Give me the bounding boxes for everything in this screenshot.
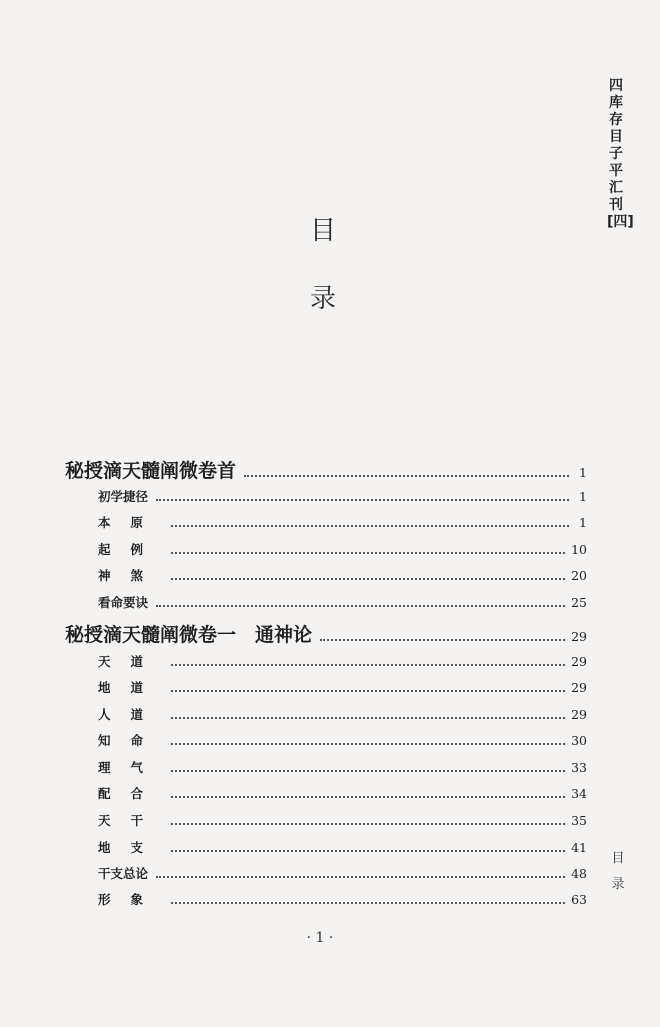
page-number: · 1 ·	[306, 930, 334, 946]
toc-entry-page: 33	[571, 760, 587, 775]
toc-entry-label: 天干	[98, 813, 164, 828]
toc-entry-page: 30	[571, 733, 587, 748]
dot-leader	[156, 605, 565, 607]
dot-leader	[171, 902, 565, 904]
dot-leader	[171, 770, 565, 772]
toc-entry-page: 1	[579, 515, 587, 530]
toc-entry[interactable]	[98, 678, 587, 696]
toc-entry[interactable]	[98, 566, 587, 584]
toc-entry[interactable]	[98, 811, 587, 829]
toc-entry-page: 29	[571, 629, 587, 644]
toc-entry-label: 神煞	[98, 568, 164, 583]
toc-entry-label: 形象	[98, 892, 164, 907]
toc-entry[interactable]	[65, 456, 587, 483]
toc-entry-label: 天道	[98, 654, 164, 669]
toc-entry-label: 地支	[98, 840, 164, 855]
toc-entry-label: 配合	[98, 786, 164, 801]
toc-entry[interactable]	[98, 731, 587, 749]
toc-entry[interactable]	[98, 487, 587, 505]
toc-entry-page: 29	[571, 680, 587, 695]
page-title-second-char: 录	[310, 284, 337, 314]
toc-entry-page: 1	[579, 489, 587, 504]
toc-entry[interactable]	[65, 620, 587, 647]
dot-leader	[244, 475, 569, 477]
page-title-first-char: 目	[310, 216, 337, 246]
dot-leader	[171, 690, 565, 692]
toc-entry[interactable]	[98, 540, 587, 558]
toc-entry-page: 63	[571, 892, 587, 907]
dot-leader	[156, 876, 565, 878]
dot-leader	[171, 552, 565, 554]
running-header: 四库存目子平汇刊[四]	[607, 78, 634, 230]
toc-entry-label: 干支总论	[98, 866, 149, 881]
toc-entry[interactable]	[98, 513, 587, 531]
toc-entry-page: 41	[571, 840, 587, 855]
toc-entry[interactable]	[98, 838, 587, 856]
dot-leader	[171, 823, 565, 825]
toc-entry-page: 25	[571, 595, 587, 610]
toc-entry[interactable]	[98, 758, 587, 776]
toc-entry-page: 34	[571, 786, 587, 801]
toc-entry-label: 知命	[98, 733, 164, 748]
toc-entry[interactable]	[98, 784, 587, 802]
dot-leader	[171, 717, 565, 719]
dot-leader	[171, 850, 565, 852]
toc-entry-label: 地道	[98, 680, 164, 695]
toc-entry-label: 理气	[98, 760, 164, 775]
dot-leader	[171, 525, 569, 527]
toc-entry-page: 1	[579, 465, 587, 480]
dot-leader	[156, 499, 569, 501]
running-footer-label: 目录	[611, 851, 625, 892]
dot-leader	[171, 796, 565, 798]
toc-entry-page: 29	[571, 707, 587, 722]
toc-entry-label: 看命要诀	[98, 595, 149, 610]
toc-entry-page: 35	[571, 813, 587, 828]
toc-entry-label: 人道	[98, 707, 164, 722]
toc-entry-label: 秘授滴天髓阐微卷首	[65, 460, 237, 482]
toc-entry[interactable]	[98, 864, 587, 882]
toc-entry-page: 29	[571, 654, 587, 669]
toc-entry[interactable]	[98, 890, 587, 908]
toc-entry-page: 48	[571, 866, 587, 881]
dot-leader	[320, 639, 565, 641]
dot-leader	[171, 578, 565, 580]
toc-entry-label: 起例	[98, 542, 164, 557]
toc-entry-page: 10	[571, 542, 587, 557]
toc-entry-label: 本原	[98, 515, 164, 530]
toc-entry[interactable]	[98, 593, 587, 611]
toc-entry[interactable]	[98, 652, 587, 670]
toc-entry[interactable]	[98, 705, 587, 723]
dot-leader	[171, 743, 565, 745]
toc-entry-label: 秘授滴天髓阐微卷一 通神论	[65, 624, 313, 646]
dot-leader	[171, 664, 565, 666]
toc-entry-label: 初学捷径	[98, 489, 149, 504]
toc-entry-page: 20	[571, 568, 587, 583]
